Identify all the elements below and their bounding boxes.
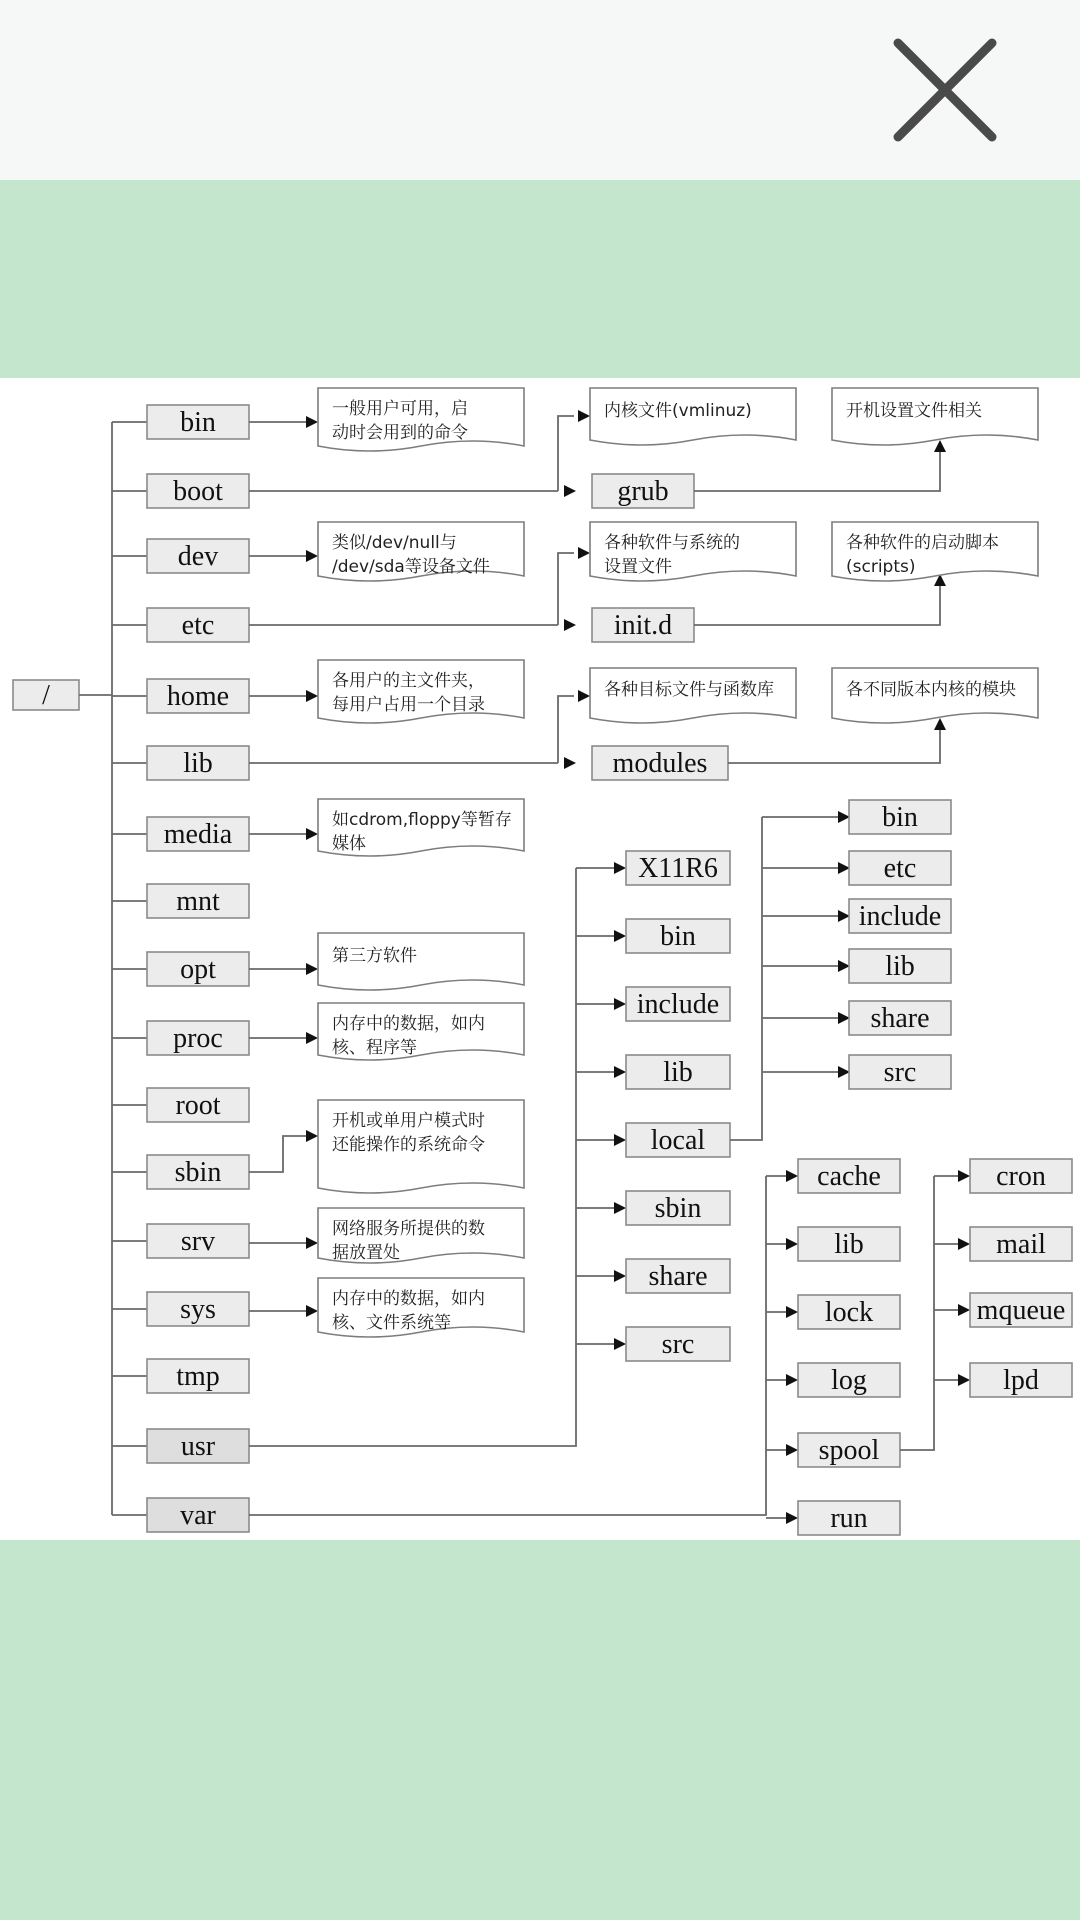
dir-node-etc-initd-label: init.d: [613, 610, 673, 641]
directory-tree-diagram: [0, 378, 1080, 1540]
lib-note-connector-line: [558, 696, 574, 763]
note-initd: [832, 522, 1038, 581]
note-dev-text-line-2: /dev/sda等设备文件: [332, 557, 490, 577]
dir-node-bin: [147, 405, 249, 439]
note-grub: [832, 388, 1038, 445]
dir-node-sys-label: sys: [180, 1294, 216, 1325]
dir-node-var: [147, 1498, 249, 1532]
usr-branch-arrowhead: [614, 1270, 626, 1282]
local-child-node-lib-label: lib: [885, 951, 915, 982]
dir-node-boot-grub: [592, 474, 694, 508]
boot-grub-arrowhead: [564, 485, 576, 497]
dev-note-arrowhead: [306, 550, 318, 562]
var-child-node-run-label: run: [830, 1503, 868, 1534]
etc-note-connector-line: [558, 553, 574, 625]
usr-child-node-local: [626, 1123, 730, 1157]
dir-node-sbin: [147, 1155, 249, 1189]
note-boot-vmlinuz-text-line-1: 内核文件(vmlinuz): [604, 401, 752, 421]
var-branch-arrowhead: [786, 1238, 798, 1250]
note-modules-text-line-1: 各不同版本内核的模块: [846, 680, 1016, 700]
local-child-node-share-label: share: [870, 1003, 930, 1034]
modules-note-connector-line: [728, 728, 940, 763]
dir-node-tmp: [147, 1359, 249, 1393]
boot-vmlinuz-arrowhead: [578, 410, 590, 422]
spool-branch-arrowhead: [958, 1238, 970, 1250]
dir-node-opt-label: opt: [180, 954, 216, 985]
usr-child-node-sbin-label: sbin: [654, 1193, 702, 1224]
usr-branch-arrowhead: [614, 862, 626, 874]
srv-note-arrowhead: [306, 1237, 318, 1249]
grub-note-arrowhead: [934, 440, 946, 452]
dir-node-media: [147, 817, 249, 851]
home-note-arrowhead: [306, 690, 318, 702]
dir-node-lib-label: lib: [183, 748, 213, 779]
note-lib: [590, 668, 796, 723]
dir-node-mnt: [147, 884, 249, 918]
usr-child-node-local-label: local: [650, 1125, 706, 1156]
dir-node-media-label: media: [163, 819, 233, 850]
dir-node-lib-modules-label: modules: [612, 748, 708, 779]
dir-node-home: [147, 679, 249, 713]
spool-child-node-cron-label: cron: [996, 1161, 1046, 1192]
note-srv-text-line-2: 据放置处: [332, 1243, 400, 1263]
usr-branch-arrowhead: [614, 1066, 626, 1078]
proc-note-arrowhead: [306, 1032, 318, 1044]
dir-node-usr-label: usr: [180, 1431, 216, 1462]
usr-branch-arrowhead: [614, 998, 626, 1010]
spool-branch-arrowhead: [958, 1304, 970, 1316]
local-child-node-src: [849, 1055, 951, 1089]
usr-child-node-x11r6: [626, 851, 730, 885]
var-child-node-cache-label: cache: [817, 1161, 881, 1192]
var-child-node-spool: [798, 1433, 900, 1467]
note-sbin-text-line-2: 还能操作的系统命令: [332, 1135, 485, 1155]
dir-node-tmp-label: tmp: [176, 1361, 220, 1392]
spool-branch-arrowhead: [958, 1170, 970, 1182]
var-child-node-lock: [798, 1295, 900, 1329]
etc-initd-arrowhead: [564, 619, 576, 631]
root-dir-node-label: /: [42, 680, 50, 711]
dir-node-sbin-label: sbin: [174, 1157, 222, 1188]
note-lib-text-line-1: 各种目标文件与函数库: [604, 680, 774, 700]
spool-trunk-line: [900, 1176, 934, 1450]
spool-child-node-mail: [970, 1227, 1072, 1261]
usr-branch-arrowhead: [614, 1202, 626, 1214]
local-child-node-src-label: src: [883, 1057, 917, 1088]
note-sbin-text-line-1: 开机或单用户模式时: [332, 1111, 485, 1131]
var-branch-arrowhead: [786, 1444, 798, 1456]
dir-node-dev: [147, 539, 249, 573]
content-background-top: [0, 180, 1080, 378]
note-sbin: [318, 1100, 524, 1193]
usr-child-node-sbin: [626, 1191, 730, 1225]
dir-node-lib-modules: [592, 746, 728, 780]
local-child-node-include: [849, 899, 951, 933]
usr-child-node-lib: [626, 1055, 730, 1089]
lib-note-arrowhead: [578, 690, 590, 702]
dir-node-etc: [147, 608, 249, 642]
dir-node-home-label: home: [166, 681, 230, 712]
grub-note-connector-line: [694, 450, 940, 491]
note-etc: [590, 522, 796, 581]
usr-branch-arrowhead: [614, 1338, 626, 1350]
opt-note-arrowhead: [306, 963, 318, 975]
root-dir-node: [13, 680, 79, 711]
local-child-node-etc-label: etc: [883, 853, 917, 884]
usr-branch-arrowhead: [614, 1134, 626, 1146]
spool-child-node-cron: [970, 1159, 1072, 1193]
lib-modules-arrowhead: [564, 757, 576, 769]
usr-child-node-bin: [626, 919, 730, 953]
local-child-node-bin: [849, 800, 951, 834]
usr-child-node-bin-label: bin: [660, 921, 696, 952]
close-button[interactable]: [880, 25, 1010, 155]
spool-branch-arrowhead: [958, 1374, 970, 1386]
var-branch-arrowhead: [786, 1374, 798, 1386]
note-bin: [318, 388, 524, 451]
local-child-node-lib: [849, 949, 951, 983]
dir-node-bin-label: bin: [180, 407, 216, 438]
etc-note-arrowhead: [578, 547, 590, 559]
spool-child-node-mail-label: mail: [996, 1229, 1046, 1260]
note-dev-text-line-1: 类似/dev/null与: [332, 533, 457, 553]
usr-child-node-lib-label: lib: [663, 1057, 693, 1088]
var-child-node-spool-label: spool: [818, 1435, 880, 1466]
dir-node-mnt-label: mnt: [176, 886, 220, 917]
dir-node-dev-label: dev: [177, 541, 219, 572]
modules-note-arrowhead: [934, 718, 946, 730]
note-home-text-line-2: 每用户占用一个目录: [332, 695, 485, 715]
note-opt-text-line-1: 第三方软件: [332, 946, 417, 966]
dir-node-proc-label: proc: [173, 1023, 223, 1054]
bin-note-arrowhead: [306, 416, 318, 428]
usr-child-node-src-label: src: [661, 1329, 695, 1360]
dir-node-root: [147, 1088, 249, 1122]
note-srv: [318, 1208, 524, 1263]
note-bin-text-line-1: 一般用户可用，启: [332, 399, 468, 419]
sbin-note-connector-line: [249, 1136, 310, 1172]
local-child-node-share: [849, 1001, 951, 1035]
var-branch-arrowhead: [786, 1306, 798, 1318]
sys-note-arrowhead: [306, 1305, 318, 1317]
var-child-node-log: [798, 1363, 900, 1397]
note-proc-text-line-1: 内存中的数据，如内: [332, 1014, 485, 1034]
note-sys: [318, 1278, 524, 1337]
top-bar: [0, 0, 1080, 180]
dir-node-boot-label: boot: [173, 476, 223, 507]
note-modules: [832, 668, 1038, 723]
var-branch-arrowhead: [786, 1170, 798, 1182]
var-child-node-log-label: log: [831, 1365, 867, 1396]
dir-node-srv: [147, 1224, 249, 1258]
note-grub-text-line-1: 开机设置文件相关: [846, 401, 982, 421]
dir-node-srv-label: srv: [180, 1226, 216, 1257]
local-child-node-etc: [849, 851, 951, 885]
usr-branch-arrowhead: [614, 930, 626, 942]
usr-child-node-x11r6-label: X11R6: [638, 853, 718, 884]
dir-node-boot-grub-label: grub: [617, 476, 669, 507]
note-initd-text-line-1: 各种软件的启动脚本: [846, 533, 999, 553]
local-child-node-include-label: include: [858, 901, 942, 932]
local-child-node-bin-label: bin: [882, 802, 918, 833]
note-proc: [318, 1003, 524, 1060]
usr-child-node-share: [626, 1259, 730, 1293]
usr-child-node-include: [626, 987, 730, 1021]
var-branch-arrowhead: [786, 1512, 798, 1524]
note-etc-text-line-2: 设置文件: [604, 557, 672, 577]
note-boot-vmlinuz: [590, 388, 796, 445]
note-sys-text-line-2: 核、文件系统等: [332, 1313, 451, 1333]
note-opt: [318, 933, 524, 990]
dir-node-boot: [147, 474, 249, 508]
boot-vmlinuz-connector-line: [558, 416, 574, 491]
usr-child-node-include-label: include: [636, 989, 720, 1020]
spool-child-node-lpd-label: lpd: [1003, 1365, 1039, 1396]
note-initd-text-line-2: (scripts): [846, 557, 916, 577]
close-icon: [880, 25, 1010, 155]
var-child-node-run: [798, 1501, 900, 1535]
dir-node-etc-initd: [592, 608, 694, 642]
note-bin-text-line-2: 动时会用到的命令: [332, 423, 468, 443]
spool-child-node-lpd: [970, 1363, 1072, 1397]
usr-child-node-share-label: share: [648, 1261, 708, 1292]
note-sys-text-line-1: 内存中的数据，如内: [332, 1289, 485, 1309]
sbin-note-arrowhead: [306, 1130, 318, 1142]
linux-directory-tree-image: [0, 378, 1080, 1540]
initd-note-connector-line: [694, 584, 940, 625]
spool-child-node-mqueue: [970, 1293, 1072, 1327]
note-home: [318, 660, 524, 723]
var-child-node-lib: [798, 1227, 900, 1261]
content-background-bottom: [0, 1540, 1080, 1920]
dir-node-var-label: var: [180, 1500, 216, 1531]
var-child-node-lib-label: lib: [834, 1229, 864, 1260]
dir-node-root-label: root: [175, 1090, 221, 1121]
spool-child-node-mqueue-label: mqueue: [976, 1295, 1066, 1326]
local-trunk-line: [730, 817, 762, 1140]
media-note-arrowhead: [306, 828, 318, 840]
dir-node-proc: [147, 1021, 249, 1055]
var-child-node-cache: [798, 1159, 900, 1193]
usr-child-node-src: [626, 1327, 730, 1361]
dir-node-opt: [147, 952, 249, 986]
note-media: [318, 799, 524, 856]
dir-node-usr: [147, 1429, 249, 1463]
dir-node-lib: [147, 746, 249, 780]
note-media-text-line-2: 媒体: [332, 834, 366, 854]
var-child-node-lock-label: lock: [824, 1297, 874, 1328]
dir-node-sys: [147, 1292, 249, 1326]
note-dev: [318, 522, 524, 581]
note-home-text-line-1: 各用户的主文件夹，: [332, 671, 485, 691]
note-srv-text-line-1: 网络服务所提供的数: [332, 1219, 485, 1239]
dir-node-etc-label: etc: [181, 610, 215, 641]
note-media-text-line-1: 如cdrom,floppy等暂存: [332, 810, 512, 830]
note-etc-text-line-1: 各种软件与系统的: [604, 533, 740, 553]
note-proc-text-line-2: 核、程序等: [332, 1038, 417, 1058]
